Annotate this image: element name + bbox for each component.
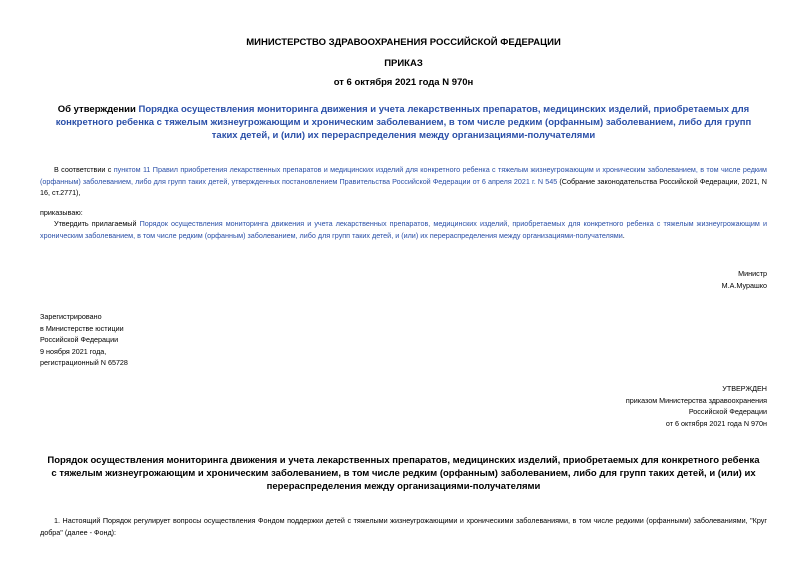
order-title-link[interactable]: Порядка осуществления мониторинга движения и учета лекарственных препаратов, медицинских изделий, приобретаемых для конкретного ребенка с тяжелым жизнеугрожающим и хроническим заболеванием, в том числе редким (орфанным) заболеванием, либо для групп таких детей, и (или) их перераспределения между организациями-получателями bbox=[55, 104, 752, 141]
approved-line: УТВЕРЖДЕН bbox=[722, 384, 767, 393]
approved-line: Российской Федерации bbox=[688, 407, 767, 416]
point-1-paragraph: 1. Настоящий Порядок регулирует вопросы осуществления Фондом поддержки детей с тяжелыми жизнеугрожающими и хроническими заболеваниями, в том числе редкими (орфанными) заболеваниями, "Круг добра" (далее - Фонд): bbox=[40, 516, 767, 537]
approved-block bbox=[626, 383, 767, 429]
registration-line: 9 ноября 2021 года, bbox=[40, 346, 107, 356]
order-title-prefix: Об утверждении bbox=[57, 104, 139, 115]
registration-line: Российской Федерации bbox=[40, 335, 119, 344]
preamble-paragraph bbox=[40, 164, 767, 199]
approve-text-before: Утвердить прилагаемый bbox=[54, 219, 140, 228]
registration-line: в Министерстве юстиции bbox=[40, 323, 124, 333]
approved-line: приказом Министерства здравоохранения bbox=[625, 395, 767, 405]
doc-date-number: от 6 октября 2021 года N 970н bbox=[333, 77, 474, 88]
approved-line: от 6 октября 2021 года N 970н bbox=[665, 418, 767, 428]
procedure-title: Порядок осуществления мониторинга движения и учета лекарственных препаратов, медицинских изделий, приобретаемых для конкретного ребенка с тяжелым жизнеугрожающим и хроническим заболеванием, в том числе редким (орфанным) заболеванием, либо для групп таких детей, и (или) их перераспределения между организациями-получателями bbox=[47, 455, 760, 492]
order-word: приказываю: bbox=[40, 208, 83, 217]
signature-name: М.А.Мурашко bbox=[721, 280, 767, 290]
signature-block bbox=[722, 268, 767, 291]
registration-line: регистрационный N 65728 bbox=[40, 358, 128, 367]
preamble-text-after: (Собрание законодательства Российской Федерации, 2021, N 16, ст.2771), bbox=[40, 176, 767, 197]
approve-paragraph bbox=[40, 218, 767, 241]
signature-position: Министр bbox=[738, 269, 767, 278]
doc-type-heading: ПРИКАЗ bbox=[384, 58, 423, 69]
order-title bbox=[50, 103, 757, 142]
registration-line: Зарегистрировано bbox=[40, 312, 102, 321]
registration-block bbox=[40, 311, 128, 369]
preamble-link[interactable]: пунктом 11 Правил приобретения лекарственных препаратов и медицинских изделий для конкретного ребенка с тяжелым жизнеугрожающим и хроническим заболеванием, в том числе редким (орфанным) заболеванием, либо для групп таких детей, утвержденных постановлением Правительства Российской Федерации от 6 апреля 2021 г. N 545 bbox=[40, 165, 767, 186]
ministry-heading: МИНИСТЕРСТВО ЗДРАВООХРАНЕНИЯ РОССИЙСКОЙ ФЕДЕРАЦИИ bbox=[246, 37, 561, 48]
approve-text-after: . bbox=[622, 230, 625, 240]
preamble-text-before: В соответствии с bbox=[54, 165, 114, 174]
approve-link[interactable]: Порядок осуществления мониторинга движения и учета лекарственных препаратов, медицинских изделий, приобретаемых для конкретного ребенка с тяжелым жизнеугрожающим и хроническим заболеванием, в том числе редким (орфанным) заболеванием, либо для групп таких детей, и (или) их перераспределения между организациями-получателями bbox=[40, 219, 767, 240]
